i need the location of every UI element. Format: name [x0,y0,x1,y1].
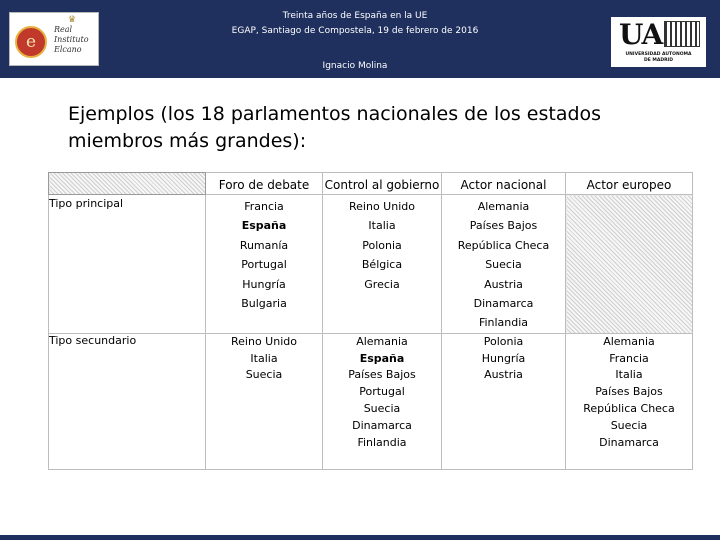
presenter-name: Ignacio Molina [322,61,388,71]
country-name: Dinamarca [599,435,659,449]
country-name: Hungría [242,277,286,291]
elcano-logo-text: Real Instituto Elcano [54,25,89,54]
country-name: Austria [484,277,523,291]
country-name: Hungría [481,351,526,365]
country-name: Francia [244,200,284,213]
event-title: Treinta años de España en la UE [282,11,428,21]
table-cell [323,195,442,334]
table-header-row [49,173,693,195]
country-name: República Checa [583,402,675,416]
country-name: Polonia [362,238,402,252]
country-name: Dinamarca [352,418,412,432]
table-cell [206,195,323,334]
column-header: Actor europeo [566,173,693,195]
footer-bar [0,535,720,540]
country-name: Países Bajos [595,385,663,399]
country-name: Países Bajos [469,219,538,233]
country-name: Finlandia [357,435,407,449]
table-cell [206,333,323,469]
slide-title: Ejemplos (los 18 parlamentos nacionales de los estados miembros más grandes): [68,103,602,152]
table-cell [323,333,442,469]
real-instituto-elcano-logo [9,12,99,66]
country-name: Italia [250,351,278,365]
country-name: España [241,219,287,233]
column-header: Actor nacional [442,173,566,195]
country-name: Suecia [363,402,401,416]
university-building-icon [664,21,700,47]
country-name: Alemania [356,334,408,348]
country-name: Alemania [477,200,530,213]
country-name: Países Bajos [348,368,416,382]
country-name: Francia [609,351,649,365]
table-row [49,333,693,469]
parliament-typology-table [48,172,693,470]
uam-logo-mark: UA [619,18,663,51]
country-name: Rumanía [239,238,289,252]
country-name: Dinamarca [473,297,534,311]
row-header: Tipo principal [49,195,206,334]
header-bar [0,0,720,78]
country-name: Reino Unido [231,334,297,348]
country-name: Portugal [359,385,405,399]
country-name: Polonia [483,334,524,348]
uam-logo-text: UNIVERSIDAD AUTONOMA DE MADRID [625,52,692,63]
table-cell [442,195,566,334]
event-subtitle: EGAP, Santiago de Compostela, 19 de febrero de 2016 [231,26,479,36]
country-name: Finlandia [478,316,529,330]
country-name: Bélgica [361,258,403,272]
country-name: República Checa [457,238,550,252]
country-name: Grecia [364,277,400,291]
country-name: Alemania [603,334,655,348]
country-name: Suecia [485,258,522,272]
row-header: Tipo secundario [49,333,206,469]
country-name: Reino Unido [349,200,415,213]
country-name: Italia [368,219,396,233]
country-name: Italia [615,368,643,382]
table-row [49,195,693,334]
table-cell [566,333,693,469]
table-cell-empty [566,195,693,334]
column-header: Control al gobierno [323,173,442,195]
country-name: España [359,351,405,365]
uam-logo [611,17,706,67]
elcano-seal-icon: e [15,26,47,58]
country-name: Suecia [245,368,283,382]
column-header: Foro de debate [206,173,323,195]
crown-icon: ♛ [68,15,77,25]
country-name: Suecia [610,418,648,432]
country-name: Bulgaria [241,297,287,311]
country-name: Austria [484,368,523,382]
table-cell [442,333,566,469]
table-corner-cell [49,173,206,195]
country-name: Portugal [241,258,287,272]
